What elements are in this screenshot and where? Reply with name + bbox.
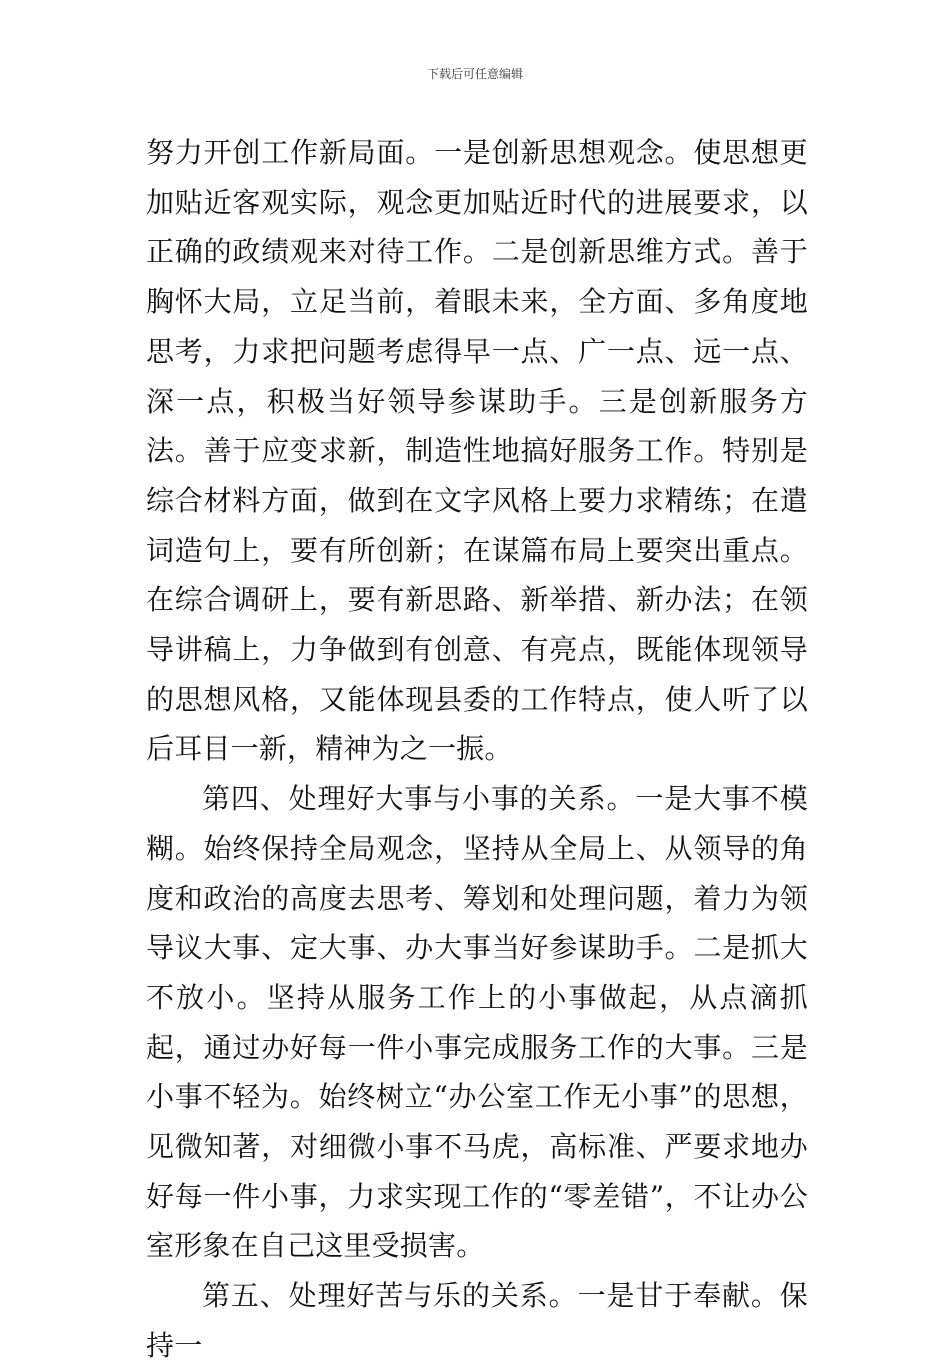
- paragraph-section-four: 第四、处理好大事与小事的关系。一是大事不模糊。始终保持全局观念，坚持从全局上、从领导的角度和政治的高度去思考、筹划和处理问题，着力为领导议大事、定大事、办大事当好参谋助手。二是抓大不放小。坚持从服务工作上的小事做起，从点滴抓起，通过办好每一件小事完成服务工作的大事。三是小事不轻为。始终树立“办公室工作无小事”的思想，见微知著，对细微小事不马虎，高标准、严要求地办好每一件小事，力求实现工作的“零差错”，不让办公室形象在自己这里受损害。: [146, 782, 808, 1263]
- page-header-note: 下载后可任意编辑: [426, 67, 523, 81]
- paragraph-continuation: 努力开创工作新局面。一是创新思想观念。使思想更加贴近客观实际，观念更加贴近时代的进展要求，以正确的政绩观来对待工作。二是创新思维方式。善于胸怀大局，立足当前，着眼未来，全方面、多角度地思考，力求把问题考虑得早一点、广一点、远一点、深一点，积极当好领导参谋助手。三是创新服务方法。善于应变求新，制造性地搞好服务工作。特别是综合材料方面，做到在文字风格上要力求精练；在遣词造句上，要有所创新；在谋篇布局上要突出重点。在综合调研上，要有新思路、新举措、新办法；在领导讲稿上，力争做到有创意、有亮点，既能体现领导的思想风格，又能体现县委的工作特点，使人听了以后耳目一新，精神为之一振。: [146, 136, 808, 766]
- paragraph-section-five: 第五、处理好苦与乐的关系。一是甘于奉献。保持一: [146, 1279, 808, 1362]
- document-body: [146, 128, 808, 1371]
